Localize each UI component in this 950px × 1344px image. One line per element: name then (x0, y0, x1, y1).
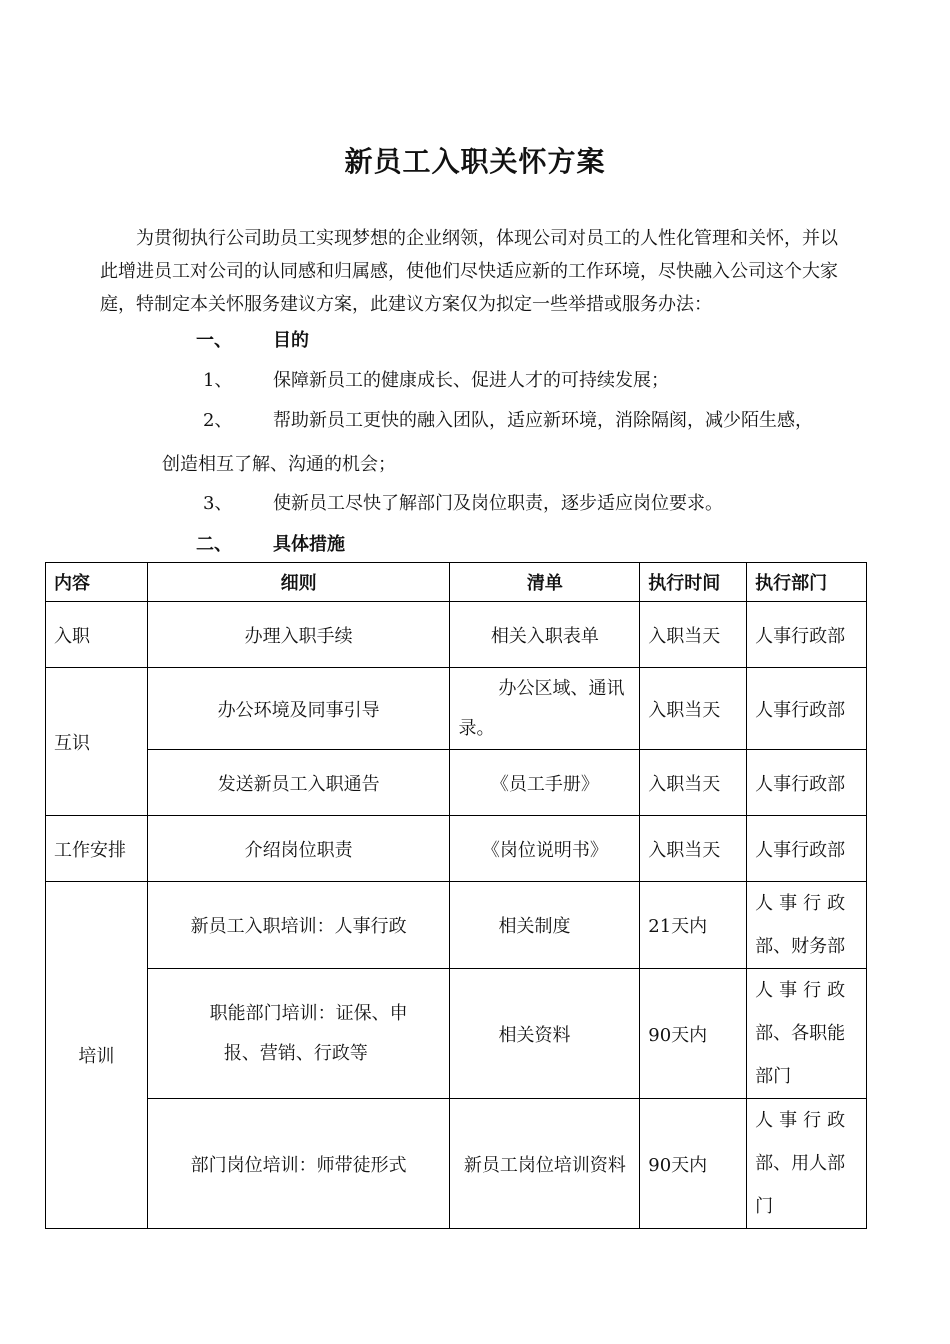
cell-time: 21天内 (640, 882, 747, 969)
cell-detail: 新员工入职培训：人事行政 (147, 882, 450, 969)
cell-dept-line2: 部、财务部 (755, 936, 846, 957)
cell-detail: 部门岗位培训：师带徒形式 (147, 1099, 450, 1229)
cell-list (450, 668, 640, 750)
intro-text: 为贯彻执行公司助员工实现梦想的企业纲领，体现公司对员工的人性化管理和关怀，并以此增进员工对公司的认同感和归属感，使他们尽快适应新的工作环境，尽快融入公司这个大家庭，特制定本关怀服务建议方案，此建议方案仅为拟定一些举措或服务办法： (100, 228, 838, 315)
cell-content: 培训 (46, 882, 148, 1229)
cell-list: 《岗位说明书》 (450, 816, 640, 882)
table-row (46, 816, 867, 882)
header-content: 内容 (46, 563, 148, 602)
cell-detail: 办理入职手续 (147, 602, 450, 668)
header-time: 执行时间 (640, 563, 747, 602)
cell-dept (747, 882, 867, 969)
purpose-2-continuation: 创造相互了解、沟通的机会； (162, 454, 396, 475)
cell-detail: 办公环境及同事引导 (147, 668, 450, 750)
page-title: 新员工入职关怀方案 (344, 145, 606, 178)
cell-dept-line1: 人事行政 (755, 980, 852, 1001)
cell-dept-line1: 人事行政 (755, 1110, 852, 1131)
section1-number: 一、 (196, 330, 232, 351)
cell-time: 入职当天 (640, 816, 747, 882)
cell-dept: 人事行政部 (747, 602, 867, 668)
cell-list-line2: 录。 (458, 717, 495, 739)
header-detail: 细则 (147, 563, 450, 602)
section2-number: 二、 (196, 534, 232, 555)
cell-list: 《员工手册》 (450, 750, 640, 816)
cell-time: 90天内 (640, 969, 747, 1099)
cell-detail (147, 969, 450, 1099)
intro-paragraph (100, 222, 852, 321)
table-row (46, 1099, 867, 1229)
purpose-2-text: 帮助新员工更快的融入团队，适应新环境，消除隔阂，减少陌生感， (273, 410, 813, 431)
cell-detail-line1: 职能部门培训：证保、申 (209, 1002, 408, 1024)
cell-dept-line1: 人事行政 (755, 893, 852, 914)
cell-dept-line3: 部门 (755, 1066, 792, 1087)
table-row (46, 668, 867, 750)
cell-detail-line2: 报、营销、行政等 (223, 1042, 368, 1064)
purpose-3-number: 3、 (203, 493, 233, 514)
cell-list: 相关资料 (450, 969, 640, 1099)
purpose-3-text: 使新员工尽快了解部门及岗位职责，逐步适应岗位要求。 (273, 493, 723, 514)
cell-detail: 发送新员工入职通告 (147, 750, 450, 816)
cell-detail: 介绍岗位职责 (147, 816, 450, 882)
cell-time: 入职当天 (640, 602, 747, 668)
section1-heading: 目的 (273, 330, 309, 351)
measures-table (45, 562, 867, 1229)
cell-dept: 人事行政部 (747, 816, 867, 882)
cell-dept (747, 969, 867, 1099)
cell-dept-line3: 门 (755, 1196, 774, 1217)
table-row (46, 969, 867, 1099)
cell-time: 90天内 (640, 1099, 747, 1229)
cell-time: 入职当天 (640, 668, 747, 750)
purpose-1-number: 1、 (203, 370, 233, 391)
table-header-row (46, 563, 867, 602)
cell-dept-line2: 部、各职能 (755, 1023, 846, 1044)
cell-dept: 人事行政部 (747, 668, 867, 750)
cell-dept (747, 1099, 867, 1229)
cell-list: 相关入职表单 (450, 602, 640, 668)
cell-list: 相关制度 (450, 882, 640, 969)
cell-dept: 人事行政部 (747, 750, 867, 816)
cell-content: 入职 (46, 602, 148, 668)
cell-content: 工作安排 (46, 816, 148, 882)
cell-content: 互识 (46, 668, 148, 816)
cell-list-line1: 办公区域、通讯 (498, 677, 625, 699)
purpose-1-text: 保障新员工的健康成长、促进人才的可持续发展； (273, 370, 669, 391)
header-list: 清单 (450, 563, 640, 602)
table-row (46, 750, 867, 816)
section2-heading: 具体措施 (273, 534, 345, 555)
cell-dept-line2: 部、用人部 (755, 1153, 846, 1174)
purpose-2-number: 2、 (203, 410, 233, 431)
table-row (46, 602, 867, 668)
cell-time: 入职当天 (640, 750, 747, 816)
cell-list: 新员工岗位培训资料 (450, 1099, 640, 1229)
header-dept: 执行部门 (747, 563, 867, 602)
table-row (46, 882, 867, 969)
